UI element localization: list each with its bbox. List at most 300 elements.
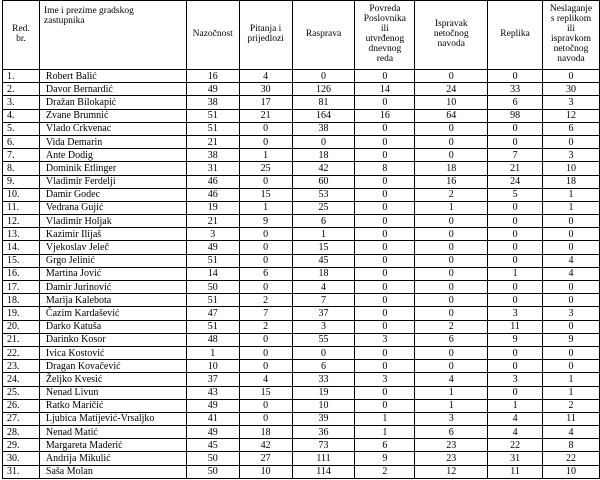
cell-questions: 4 — [239, 373, 292, 386]
cell-disagreement: 1 — [543, 373, 600, 386]
cell-name: Dražan Bilokapić — [39, 96, 186, 109]
cell-correction: 6 — [415, 426, 488, 439]
table-row — [3, 346, 600, 359]
cell-correction: 4 — [415, 373, 488, 386]
cell-attendance: 45 — [186, 439, 239, 452]
cell-name: Damir Jurinović — [39, 281, 186, 294]
cell-attendance: 16 — [186, 70, 239, 83]
cell-rb: 23. — [3, 360, 40, 373]
cell-correction: 64 — [415, 109, 488, 122]
cell-name: Vladimir Ferdelji — [39, 175, 186, 188]
cell-name: Vlado Crkvenac — [39, 122, 186, 135]
cell-rb: 8. — [3, 162, 40, 175]
cell-violation: 0 — [355, 294, 415, 307]
table-row — [3, 175, 600, 188]
cell-name: Ante Dodig — [39, 149, 186, 162]
table-header — [3, 1, 600, 70]
cell-debate: 18 — [292, 267, 355, 280]
cell-disagreement: 22 — [543, 452, 600, 465]
cell-debate: 10 — [292, 399, 355, 412]
cell-replica: 22 — [488, 439, 543, 452]
cell-replica: 11 — [488, 465, 543, 478]
cell-attendance: 49 — [186, 399, 239, 412]
cell-correction: 1 — [415, 201, 488, 214]
cell-violation: 0 — [355, 175, 415, 188]
cell-violation: 0 — [355, 241, 415, 254]
cell-replica: 0 — [488, 386, 543, 399]
cell-replica: 11 — [488, 320, 543, 333]
cell-debate: 60 — [292, 175, 355, 188]
cell-debate: 73 — [292, 439, 355, 452]
cell-name: Zvane Brumnić — [39, 109, 186, 122]
cell-rb: 31. — [3, 465, 40, 478]
cell-replica: 0 — [488, 241, 543, 254]
cell-questions: 0 — [239, 228, 292, 241]
cell-rb: 16. — [3, 267, 40, 280]
cell-name: Ivica Kostović — [39, 346, 186, 359]
cell-violation: 3 — [355, 333, 415, 346]
cell-disagreement: 0 — [543, 360, 600, 373]
cell-replica: 0 — [488, 70, 543, 83]
cell-correction: 0 — [415, 346, 488, 359]
cell-correction: 0 — [415, 307, 488, 320]
cell-questions: 18 — [239, 426, 292, 439]
cell-violation: 9 — [355, 452, 415, 465]
table-row — [3, 109, 600, 122]
cell-attendance: 51 — [186, 294, 239, 307]
cell-debate: 3 — [292, 320, 355, 333]
cell-questions: 0 — [239, 360, 292, 373]
cell-replica: 3 — [488, 307, 543, 320]
cell-disagreement: 10 — [543, 162, 600, 175]
cell-disagreement: 0 — [543, 228, 600, 241]
cell-rb: 18. — [3, 294, 40, 307]
cell-rb: 12. — [3, 215, 40, 228]
cell-name: Čazim Kardašević — [39, 307, 186, 320]
cell-debate: 38 — [292, 122, 355, 135]
cell-correction: 1 — [415, 399, 488, 412]
cell-correction: 16 — [415, 175, 488, 188]
cell-correction: 0 — [415, 135, 488, 148]
cell-attendance: 49 — [186, 426, 239, 439]
cell-correction: 0 — [415, 360, 488, 373]
table-row — [3, 267, 600, 280]
cell-violation: 0 — [355, 386, 415, 399]
cell-disagreement: 1 — [543, 386, 600, 399]
cell-disagreement: 0 — [543, 294, 600, 307]
cell-debate: 36 — [292, 426, 355, 439]
cell-replica: 9 — [488, 333, 543, 346]
cell-disagreement: 0 — [543, 281, 600, 294]
cell-questions: 30 — [239, 83, 292, 96]
cell-questions: 7 — [239, 307, 292, 320]
cell-disagreement: 0 — [543, 215, 600, 228]
cell-replica: 1 — [488, 267, 543, 280]
cell-attendance: 50 — [186, 465, 239, 478]
cell-questions: 6 — [239, 267, 292, 280]
cell-attendance: 38 — [186, 96, 239, 109]
cell-questions: 0 — [239, 346, 292, 359]
cell-correction: 0 — [415, 241, 488, 254]
table-row — [3, 135, 600, 148]
cell-rb: 7. — [3, 149, 40, 162]
cell-name: Grgo Jelinić — [39, 254, 186, 267]
cell-rb: 29. — [3, 439, 40, 452]
cell-rb: 24. — [3, 373, 40, 386]
cell-attendance: 21 — [186, 135, 239, 148]
cell-debate: 6 — [292, 360, 355, 373]
cell-questions: 0 — [239, 412, 292, 425]
cell-replica: 1 — [488, 399, 543, 412]
cell-name: Ratko Maričić — [39, 399, 186, 412]
cell-disagreement: 18 — [543, 175, 600, 188]
cell-rb: 2. — [3, 83, 40, 96]
cell-replica: 24 — [488, 175, 543, 188]
cell-correction: 2 — [415, 188, 488, 201]
cell-questions: 1 — [239, 201, 292, 214]
cell-attendance: 50 — [186, 452, 239, 465]
cell-name: Martina Jović — [39, 267, 186, 280]
cell-attendance: 1 — [186, 346, 239, 359]
cell-disagreement: 30 — [543, 83, 600, 96]
cell-replica: 0 — [488, 122, 543, 135]
cell-violation: 0 — [355, 149, 415, 162]
cell-rb: 28. — [3, 426, 40, 439]
table-row — [3, 333, 600, 346]
cell-name: Darinko Kosor — [39, 333, 186, 346]
cell-questions: 21 — [239, 109, 292, 122]
cell-violation: 0 — [355, 96, 415, 109]
cell-debate: 164 — [292, 109, 355, 122]
table-row — [3, 188, 600, 201]
table-row — [3, 360, 600, 373]
table-row — [3, 373, 600, 386]
cell-rb: 14. — [3, 241, 40, 254]
cell-disagreement: 2 — [543, 399, 600, 412]
cell-replica: 98 — [488, 109, 543, 122]
cell-correction: 0 — [415, 122, 488, 135]
table-row — [3, 96, 600, 109]
cell-questions: 2 — [239, 320, 292, 333]
cell-violation: 1 — [355, 426, 415, 439]
cell-replica: 6 — [488, 96, 543, 109]
cell-rb: 5. — [3, 122, 40, 135]
table-row — [3, 162, 600, 175]
cell-rb: 17. — [3, 281, 40, 294]
header-row — [3, 1, 600, 70]
cell-correction: 0 — [415, 228, 488, 241]
header-rb: Red. br. — [3, 1, 40, 70]
cell-disagreement: 4 — [543, 267, 600, 280]
cell-violation: 0 — [355, 201, 415, 214]
cell-correction: 0 — [415, 70, 488, 83]
cell-questions: 0 — [239, 254, 292, 267]
cell-violation: 0 — [355, 122, 415, 135]
cell-attendance: 19 — [186, 201, 239, 214]
cell-debate: 0 — [292, 346, 355, 359]
cell-replica: 21 — [488, 162, 543, 175]
cell-questions: 0 — [239, 135, 292, 148]
cell-questions: 1 — [239, 149, 292, 162]
cell-correction: 0 — [415, 267, 488, 280]
table-row — [3, 254, 600, 267]
cell-questions: 10 — [239, 465, 292, 478]
cell-rb: 22. — [3, 346, 40, 359]
cell-questions: 15 — [239, 386, 292, 399]
cell-correction: 0 — [415, 254, 488, 267]
cell-rb: 4. — [3, 109, 40, 122]
cell-attendance: 43 — [186, 386, 239, 399]
cell-name: Vjekoslav Jeleč — [39, 241, 186, 254]
cell-attendance: 51 — [186, 254, 239, 267]
cell-attendance: 21 — [186, 215, 239, 228]
cell-questions: 0 — [239, 175, 292, 188]
cell-debate: 7 — [292, 294, 355, 307]
cell-name: Andrija Mikulić — [39, 452, 186, 465]
cell-replica: 0 — [488, 281, 543, 294]
header-debate: Rasprava — [292, 1, 355, 70]
cell-correction: 10 — [415, 96, 488, 109]
cell-questions: 4 — [239, 70, 292, 83]
cell-replica: 0 — [488, 215, 543, 228]
cell-questions: 2 — [239, 294, 292, 307]
table-row — [3, 465, 600, 478]
cell-rb: 30. — [3, 452, 40, 465]
cell-attendance: 38 — [186, 149, 239, 162]
cell-questions: 27 — [239, 452, 292, 465]
cell-attendance: 37 — [186, 373, 239, 386]
cell-name: Damir Godec — [39, 188, 186, 201]
cell-rb: 11. — [3, 201, 40, 214]
cell-disagreement: 1 — [543, 201, 600, 214]
cell-name: Kazimir Ilijaš — [39, 228, 186, 241]
cell-disagreement: 0 — [543, 135, 600, 148]
cell-violation: 0 — [355, 188, 415, 201]
cell-disagreement: 3 — [543, 149, 600, 162]
cell-questions: 15 — [239, 188, 292, 201]
cell-violation: 0 — [355, 399, 415, 412]
cell-replica: 31 — [488, 452, 543, 465]
cell-name: Marija Kalebota — [39, 294, 186, 307]
cell-replica: 0 — [488, 360, 543, 373]
cell-violation: 0 — [355, 281, 415, 294]
table-row — [3, 399, 600, 412]
table-body — [3, 70, 600, 479]
cell-name: Nenad Livun — [39, 386, 186, 399]
cell-name: Željko Kvesić — [39, 373, 186, 386]
cell-violation: 0 — [355, 320, 415, 333]
table-row — [3, 281, 600, 294]
cell-debate: 111 — [292, 452, 355, 465]
cell-violation: 0 — [355, 267, 415, 280]
header-questions: Pitanja i prijedlozi — [239, 1, 292, 70]
cell-disagreement: 1 — [543, 188, 600, 201]
table-row — [3, 70, 600, 83]
table-row — [3, 241, 600, 254]
cell-replica: 4 — [488, 426, 543, 439]
cell-replica: 3 — [488, 373, 543, 386]
cell-name: Vedrana Gujić — [39, 201, 186, 214]
cell-disagreement: 6 — [543, 122, 600, 135]
cell-debate: 0 — [292, 135, 355, 148]
cell-correction: 18 — [415, 162, 488, 175]
cell-replica: 0 — [488, 254, 543, 267]
cell-correction: 2 — [415, 320, 488, 333]
cell-disagreement: 11 — [543, 412, 600, 425]
cell-correction: 3 — [415, 412, 488, 425]
cell-rb: 19. — [3, 307, 40, 320]
cell-name: Darko Katuša — [39, 320, 186, 333]
cell-disagreement: 9 — [543, 333, 600, 346]
cell-replica: 4 — [488, 412, 543, 425]
header-name: Ime i prezime gradskog zastupnika — [39, 1, 186, 70]
header-disagreement: Neslaganje s replikom ili ispravkom netočnog navoda — [543, 1, 600, 70]
cell-disagreement: 0 — [543, 70, 600, 83]
cell-replica: 33 — [488, 83, 543, 96]
cell-name: Nenad Matić — [39, 426, 186, 439]
cell-correction: 12 — [415, 465, 488, 478]
cell-violation: 0 — [355, 70, 415, 83]
cell-name: Saša Molan — [39, 465, 186, 478]
cell-rb: 6. — [3, 135, 40, 148]
cell-questions: 0 — [239, 241, 292, 254]
cell-correction: 23 — [415, 452, 488, 465]
cell-replica: 0 — [488, 228, 543, 241]
cell-replica: 0 — [488, 346, 543, 359]
cell-violation: 8 — [355, 162, 415, 175]
cell-violation: 3 — [355, 373, 415, 386]
cell-debate: 37 — [292, 307, 355, 320]
cell-violation: 0 — [355, 307, 415, 320]
cell-debate: 45 — [292, 254, 355, 267]
cell-disagreement: 12 — [543, 109, 600, 122]
cell-attendance: 49 — [186, 241, 239, 254]
cell-disagreement: 4 — [543, 426, 600, 439]
cell-debate: 18 — [292, 149, 355, 162]
cell-debate: 42 — [292, 162, 355, 175]
cell-correction: 0 — [415, 294, 488, 307]
cell-debate: 81 — [292, 96, 355, 109]
cell-disagreement: 0 — [543, 320, 600, 333]
cell-replica: 5 — [488, 188, 543, 201]
cell-attendance: 41 — [186, 412, 239, 425]
cell-violation: 0 — [355, 360, 415, 373]
cell-correction: 6 — [415, 333, 488, 346]
table-row — [3, 426, 600, 439]
cell-violation: 16 — [355, 109, 415, 122]
cell-name: Ljubica Matijević-Vrsaljko — [39, 412, 186, 425]
cell-violation: 0 — [355, 215, 415, 228]
table-row — [3, 386, 600, 399]
cell-attendance: 47 — [186, 307, 239, 320]
cell-attendance: 49 — [186, 83, 239, 96]
cell-debate: 114 — [292, 465, 355, 478]
cell-disagreement: 3 — [543, 307, 600, 320]
cell-questions: 0 — [239, 122, 292, 135]
cell-questions: 0 — [239, 281, 292, 294]
cell-debate: 126 — [292, 83, 355, 96]
cell-debate: 1 — [292, 228, 355, 241]
table-row — [3, 215, 600, 228]
table-row — [3, 228, 600, 241]
cell-debate: 6 — [292, 215, 355, 228]
cell-rb: 9. — [3, 175, 40, 188]
cell-debate: 55 — [292, 333, 355, 346]
cell-attendance: 31 — [186, 162, 239, 175]
cell-disagreement: 8 — [543, 439, 600, 452]
cell-debate: 0 — [292, 70, 355, 83]
cell-violation: 6 — [355, 439, 415, 452]
cell-questions: 17 — [239, 96, 292, 109]
cell-violation: 14 — [355, 83, 415, 96]
cell-replica: 0 — [488, 294, 543, 307]
cell-attendance: 46 — [186, 175, 239, 188]
table-row — [3, 83, 600, 96]
cell-name: Dominik Etlinger — [39, 162, 186, 175]
cell-debate: 25 — [292, 201, 355, 214]
cell-rb: 21. — [3, 333, 40, 346]
cell-violation: 1 — [355, 412, 415, 425]
cell-violation: 0 — [355, 346, 415, 359]
table-row — [3, 452, 600, 465]
header-correction: Ispravak netočnog navoda — [415, 1, 488, 70]
cell-questions: 0 — [239, 399, 292, 412]
table-row — [3, 294, 600, 307]
cell-replica: 7 — [488, 149, 543, 162]
header-attendance: Nazočnost — [186, 1, 239, 70]
council-activity-table — [2, 0, 600, 479]
table-row — [3, 439, 600, 452]
cell-violation: 0 — [355, 228, 415, 241]
cell-questions: 25 — [239, 162, 292, 175]
cell-disagreement: 0 — [543, 241, 600, 254]
cell-debate: 15 — [292, 241, 355, 254]
cell-replica: 0 — [488, 135, 543, 148]
cell-violation: 2 — [355, 465, 415, 478]
cell-correction: 1 — [415, 386, 488, 399]
cell-correction: 23 — [415, 439, 488, 452]
cell-rb: 27. — [3, 412, 40, 425]
cell-correction: 0 — [415, 215, 488, 228]
table-row — [3, 149, 600, 162]
cell-rb: 13. — [3, 228, 40, 241]
cell-debate: 19 — [292, 386, 355, 399]
cell-attendance: 51 — [186, 109, 239, 122]
cell-attendance: 50 — [186, 281, 239, 294]
cell-debate: 39 — [292, 412, 355, 425]
cell-rb: 15. — [3, 254, 40, 267]
cell-correction: 0 — [415, 149, 488, 162]
table-row — [3, 412, 600, 425]
header-replica: Replika — [488, 1, 543, 70]
cell-debate: 4 — [292, 281, 355, 294]
cell-name: Davor Bernardić — [39, 83, 186, 96]
cell-debate: 53 — [292, 188, 355, 201]
cell-rb: 1. — [3, 70, 40, 83]
cell-rb: 20. — [3, 320, 40, 333]
cell-correction: 0 — [415, 281, 488, 294]
cell-attendance: 3 — [186, 228, 239, 241]
cell-attendance: 51 — [186, 122, 239, 135]
cell-name: Vladimir Holjak — [39, 215, 186, 228]
cell-name: Margareta Maderić — [39, 439, 186, 452]
cell-name: Robert Balić — [39, 70, 186, 83]
cell-disagreement: 4 — [543, 254, 600, 267]
cell-correction: 24 — [415, 83, 488, 96]
cell-attendance: 10 — [186, 360, 239, 373]
cell-name: Dragan Kovačević — [39, 360, 186, 373]
cell-rb: 3. — [3, 96, 40, 109]
